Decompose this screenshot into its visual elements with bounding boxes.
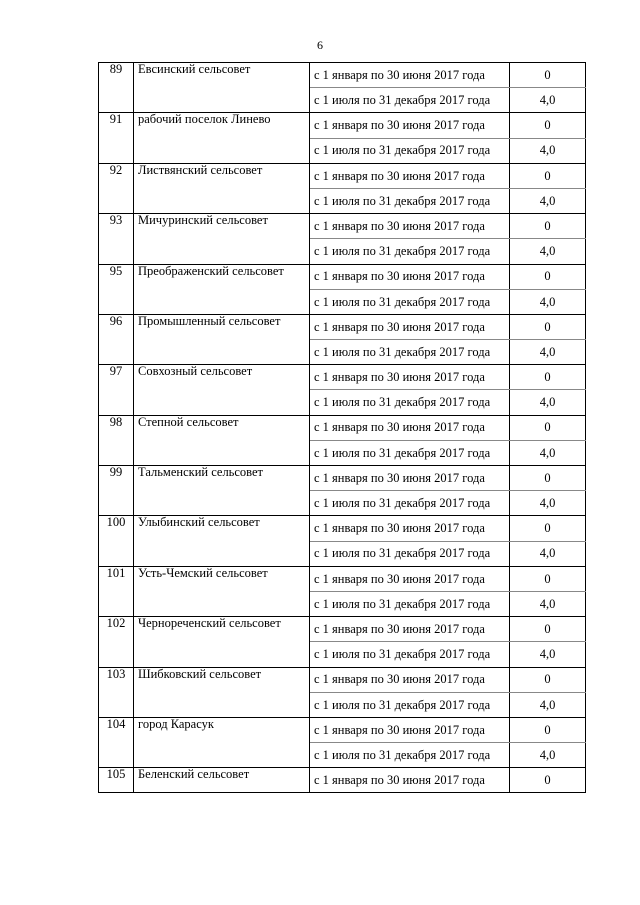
municipality-name: Чернореченский сельсовет: [134, 617, 310, 667]
period-second-half: с 1 июля по 31 декабря 2017 года: [310, 541, 510, 566]
period-second-half: с 1 июля по 31 декабря 2017 года: [310, 289, 510, 314]
period-second-half: с 1 июля по 31 декабря 2017 года: [310, 88, 510, 113]
rate-second-half: 4,0: [510, 743, 586, 768]
rate-second-half: 4,0: [510, 188, 586, 213]
table-row: [99, 768, 586, 793]
period-second-half: с 1 июля по 31 декабря 2017 года: [310, 390, 510, 415]
period-second-half: с 1 июля по 31 декабря 2017 года: [310, 692, 510, 717]
municipality-name: Беленский сельсовет: [134, 768, 310, 793]
row-number: 102: [99, 617, 134, 667]
period-second-half: с 1 июля по 31 декабря 2017 года: [310, 188, 510, 213]
rate-second-half: 4,0: [510, 541, 586, 566]
tariff-table-body: [99, 63, 586, 793]
municipality-name: Промышленный сельсовет: [134, 314, 310, 364]
rate-first-half: 0: [510, 63, 586, 88]
municipality-name: город Карасук: [134, 717, 310, 767]
rate-first-half: 0: [510, 516, 586, 541]
municipality-name: Листвянский сельсовет: [134, 163, 310, 213]
period-first-half: с 1 января по 30 июня 2017 года: [310, 63, 510, 88]
row-number: 104: [99, 717, 134, 767]
page-number: 6: [317, 38, 323, 52]
period-second-half: с 1 июля по 31 декабря 2017 года: [310, 239, 510, 264]
rate-first-half: 0: [510, 466, 586, 491]
period-first-half: с 1 января по 30 июня 2017 года: [310, 617, 510, 642]
rate-first-half: 0: [510, 717, 586, 742]
table-row: [99, 264, 586, 289]
table-row: [99, 314, 586, 339]
rate-first-half: 0: [510, 113, 586, 138]
rate-first-half: 0: [510, 314, 586, 339]
table-row: [99, 163, 586, 188]
row-number: 96: [99, 314, 134, 364]
row-number: 91: [99, 113, 134, 163]
table-row: [99, 667, 586, 692]
table-row: [99, 365, 586, 390]
rate-first-half: 0: [510, 617, 586, 642]
rate-first-half: 0: [510, 365, 586, 390]
rate-second-half: 4,0: [510, 390, 586, 415]
rate-first-half: 0: [510, 768, 586, 793]
rate-second-half: 4,0: [510, 642, 586, 667]
period-first-half: с 1 января по 30 июня 2017 года: [310, 466, 510, 491]
period-first-half: с 1 января по 30 июня 2017 года: [310, 566, 510, 591]
table-row: [99, 516, 586, 541]
table-row: [99, 617, 586, 642]
rate-second-half: 4,0: [510, 88, 586, 113]
table-row: [99, 214, 586, 239]
period-first-half: с 1 января по 30 июня 2017 года: [310, 264, 510, 289]
period-second-half: с 1 июля по 31 декабря 2017 года: [310, 138, 510, 163]
rate-second-half: 4,0: [510, 591, 586, 616]
period-first-half: с 1 января по 30 июня 2017 года: [310, 415, 510, 440]
period-second-half: с 1 июля по 31 декабря 2017 года: [310, 440, 510, 465]
rate-second-half: 4,0: [510, 340, 586, 365]
period-second-half: с 1 июля по 31 декабря 2017 года: [310, 591, 510, 616]
row-number: 89: [99, 63, 134, 113]
tariff-table: [98, 62, 586, 793]
period-second-half: с 1 июля по 31 декабря 2017 года: [310, 340, 510, 365]
rate-second-half: 4,0: [510, 491, 586, 516]
period-first-half: с 1 января по 30 июня 2017 года: [310, 314, 510, 339]
municipality-name: рабочий поселок Линево: [134, 113, 310, 163]
table-row: [99, 717, 586, 742]
rate-first-half: 0: [510, 163, 586, 188]
row-number: 93: [99, 214, 134, 264]
row-number: 103: [99, 667, 134, 717]
period-first-half: с 1 января по 30 июня 2017 года: [310, 214, 510, 239]
row-number: 97: [99, 365, 134, 415]
rate-second-half: 4,0: [510, 289, 586, 314]
municipality-name: Евсинский сельсовет: [134, 63, 310, 113]
rate-second-half: 4,0: [510, 440, 586, 465]
row-number: 99: [99, 466, 134, 516]
rate-first-half: 0: [510, 415, 586, 440]
row-number: 95: [99, 264, 134, 314]
period-first-half: с 1 января по 30 июня 2017 года: [310, 113, 510, 138]
period-first-half: с 1 января по 30 июня 2017 года: [310, 163, 510, 188]
rate-second-half: 4,0: [510, 239, 586, 264]
row-number: 101: [99, 566, 134, 616]
period-second-half: с 1 июля по 31 декабря 2017 года: [310, 491, 510, 516]
table-row: [99, 415, 586, 440]
table-row: [99, 63, 586, 88]
rate-first-half: 0: [510, 566, 586, 591]
municipality-name: Шибковский сельсовет: [134, 667, 310, 717]
row-number: 105: [99, 768, 134, 793]
row-number: 100: [99, 516, 134, 566]
rate-first-half: 0: [510, 214, 586, 239]
period-first-half: с 1 января по 30 июня 2017 года: [310, 768, 510, 793]
period-second-half: с 1 июля по 31 декабря 2017 года: [310, 743, 510, 768]
rate-second-half: 4,0: [510, 692, 586, 717]
period-first-half: с 1 января по 30 июня 2017 года: [310, 516, 510, 541]
municipality-name: Мичуринский сельсовет: [134, 214, 310, 264]
rate-second-half: 4,0: [510, 138, 586, 163]
table-row: [99, 466, 586, 491]
period-first-half: с 1 января по 30 июня 2017 года: [310, 717, 510, 742]
municipality-name: Преображенский сельсовет: [134, 264, 310, 314]
period-first-half: с 1 января по 30 июня 2017 года: [310, 667, 510, 692]
rate-first-half: 0: [510, 667, 586, 692]
table-row: [99, 113, 586, 138]
municipality-name: Усть-Чемский сельсовет: [134, 566, 310, 616]
municipality-name: Степной сельсовет: [134, 415, 310, 465]
period-second-half: с 1 июля по 31 декабря 2017 года: [310, 642, 510, 667]
municipality-name: Тальменский сельсовет: [134, 466, 310, 516]
municipality-name: Улыбинский сельсовет: [134, 516, 310, 566]
row-number: 92: [99, 163, 134, 213]
row-number: 98: [99, 415, 134, 465]
rate-first-half: 0: [510, 264, 586, 289]
municipality-name: Совхозный сельсовет: [134, 365, 310, 415]
period-first-half: с 1 января по 30 июня 2017 года: [310, 365, 510, 390]
table-row: [99, 566, 586, 591]
